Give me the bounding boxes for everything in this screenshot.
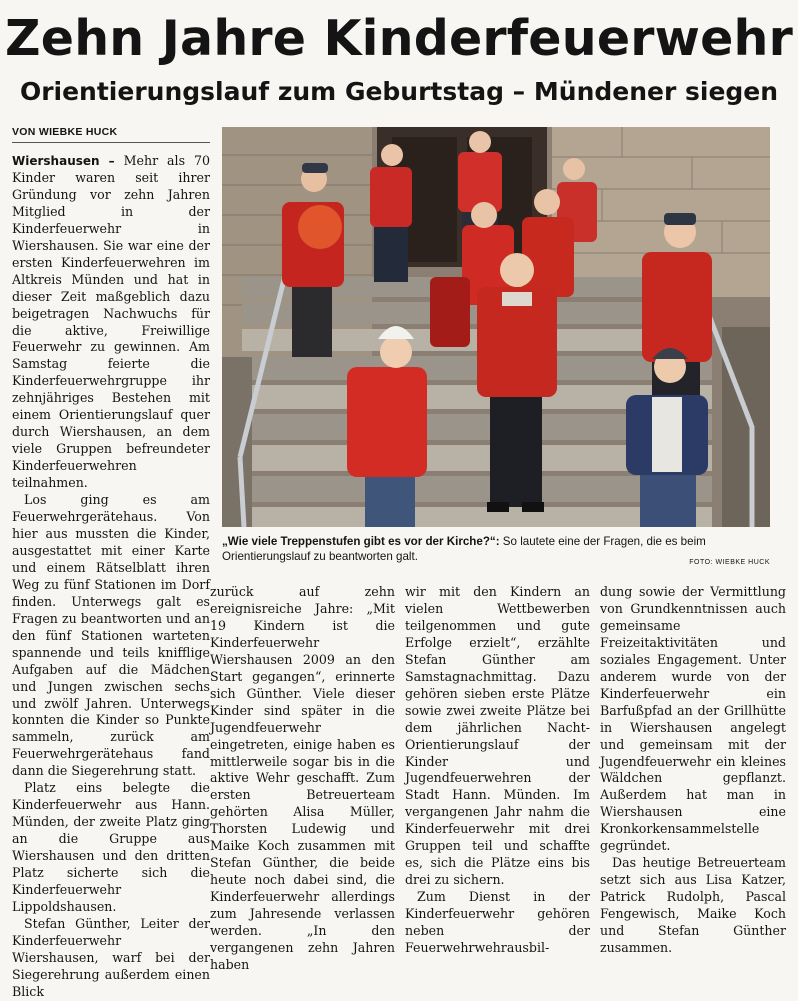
caption-text: So lautete eine der Fragen, die es beim Orientierungslauf zu beantworten galt. <box>222 535 706 563</box>
paragraph: Das heutige Betreuerteam setzt sich aus Lisa Katzer, Patrick Rudolph, Pascal Fengewisch, Maike Koch und Stefan Günther zusammen. <box>600 855 786 956</box>
article-photo <box>222 127 770 527</box>
paragraph: Zum Dienst in der Kinderfeuerwehr gehören neben der Feuerwehrwehrausbil- <box>405 889 590 956</box>
article-column-4 <box>600 584 786 956</box>
dateline: Wiershausen – <box>12 154 115 168</box>
paragraph-text: Mehr als 70 Kinder waren seit ihrer Gründung vor zehn Jahren Mitglied in der Kinderfeuerwehr in Wiershausen. Sie war eine der ersten Kinderfeuerwehren im Altkreis Münden und hat in dieser Zeit maßgeblich dazu beigetragen Nachwuchs für die aktive, Freiwillige Feuerwehr zu gewinnen. Am Samstag feierte die Kinderfeuerwehrgruppe ihr zehnjähriges Bestehen mit einem Orientierungslauf quer durch Wiershausen, an dem viele Gruppen befreundeter Kinderfeuerwehren teilnahmen. <box>12 153 210 491</box>
article-column-3 <box>405 584 590 956</box>
paragraph <box>12 153 210 492</box>
paragraph: Los ging es am Feuerwehrgerätehaus. Von hier aus mussten die Kinder, ausgestattet mit einer Karte und einem Rätselblatt ihren Weg zu fünf Stationen im Dorf finden. Unterwegs galt es Fragen zu beantworten und an den fünf Stationen warteten spannende und teils knifflige Aufgaben auf die Mädchen und Jungen zwischen sechs und zwölf Jahren. Unterwegs konnten die Kinder so Punkte sammeln, zurück am Feuerwehrgerätehaus fand dann die Siegerehrung statt. <box>12 492 210 779</box>
paragraph: zurück auf zehn ereignisreiche Jahre: „Mit 19 Kindern ist die Kinderfeuerwehr Wiershausen 2009 an den Start gegangen“, erinnerte sich Günther. Viele dieser Kinder sind später in die Jugendfeuerwehr eingetreten, einige haben es mittlerweile sogar bis in die aktive Wehr geschafft. Zum ersten Betreuerteam gehörten Alisa Müller, Thorsten Ludewig und Maike Koch zusammen mit Stefan Günther, die beide heute noch dabei sind, die Kinderfeuerwehr allerdings zum Jahresende verlassen werden. „In den vergangenen zehn Jahren haben <box>210 584 395 972</box>
photo-caption <box>222 534 770 564</box>
paragraph: dung sowie der Vermittlung von Grundkenntnissen auch gemeinsame Freizeitaktivitäten und soziales Engagement. Unter anderem wurde von der Kinderfeuerwehr ein Barfußpfad an der Grillhütte in Wiershausen angelegt und gemeinsam mit der Jugendfeuerwehr ein kleines Wäldchen gepflanzt. Außerdem hat man in Wiershausen eine Kronkorkensammelstelle gegründet. <box>600 584 786 854</box>
paragraph: Stefan Günther, Leiter der Kinderfeuerwehr Wiershausen, warf bei der Siegerehrung außerdem einen Blick <box>12 915 210 999</box>
headline: Zehn Jahre Kinderfeuerwehr <box>5 10 793 67</box>
subheadline: Orientierungslauf zum Geburtstag – Mündener siegen <box>19 77 779 106</box>
article-column-2 <box>210 584 395 972</box>
article-column-1 <box>12 153 210 999</box>
byline: VON WIEBKE HUCK <box>12 126 210 143</box>
caption-lead: „Wie viele Treppenstufen gibt es vor der Kirche?“: <box>222 535 500 548</box>
paragraph: wir mit den Kindern an vielen Wettbewerben teilgenommen und gute Erfolge erzielt“, erzählte Stefan Günther am Samstagnachmittag. Dazu gehören sieben erste Plätze sowie zwei zweite Plätze bei dem jährlichen Nacht-Orientierungslauf der Kinder und Jugendfeuerwehren der Stadt Hann. Münden. Im vergangenen Jahr nahm die Kinderfeuerwehr mit drei Gruppen teil und schaffte es, sich die Plätze eins bis drei zu sichern. <box>405 584 590 888</box>
photo-credit: FOTO: WIEBKE HUCK <box>689 559 770 566</box>
paragraph: Platz eins belegte die Kinderfeuerwehr aus Hann. Münden, der zweite Platz ging an die Gruppe aus Wiershausen und den dritten Platz sicherte sich die Kinderfeuerwehr Lippoldshausen. <box>12 780 210 914</box>
